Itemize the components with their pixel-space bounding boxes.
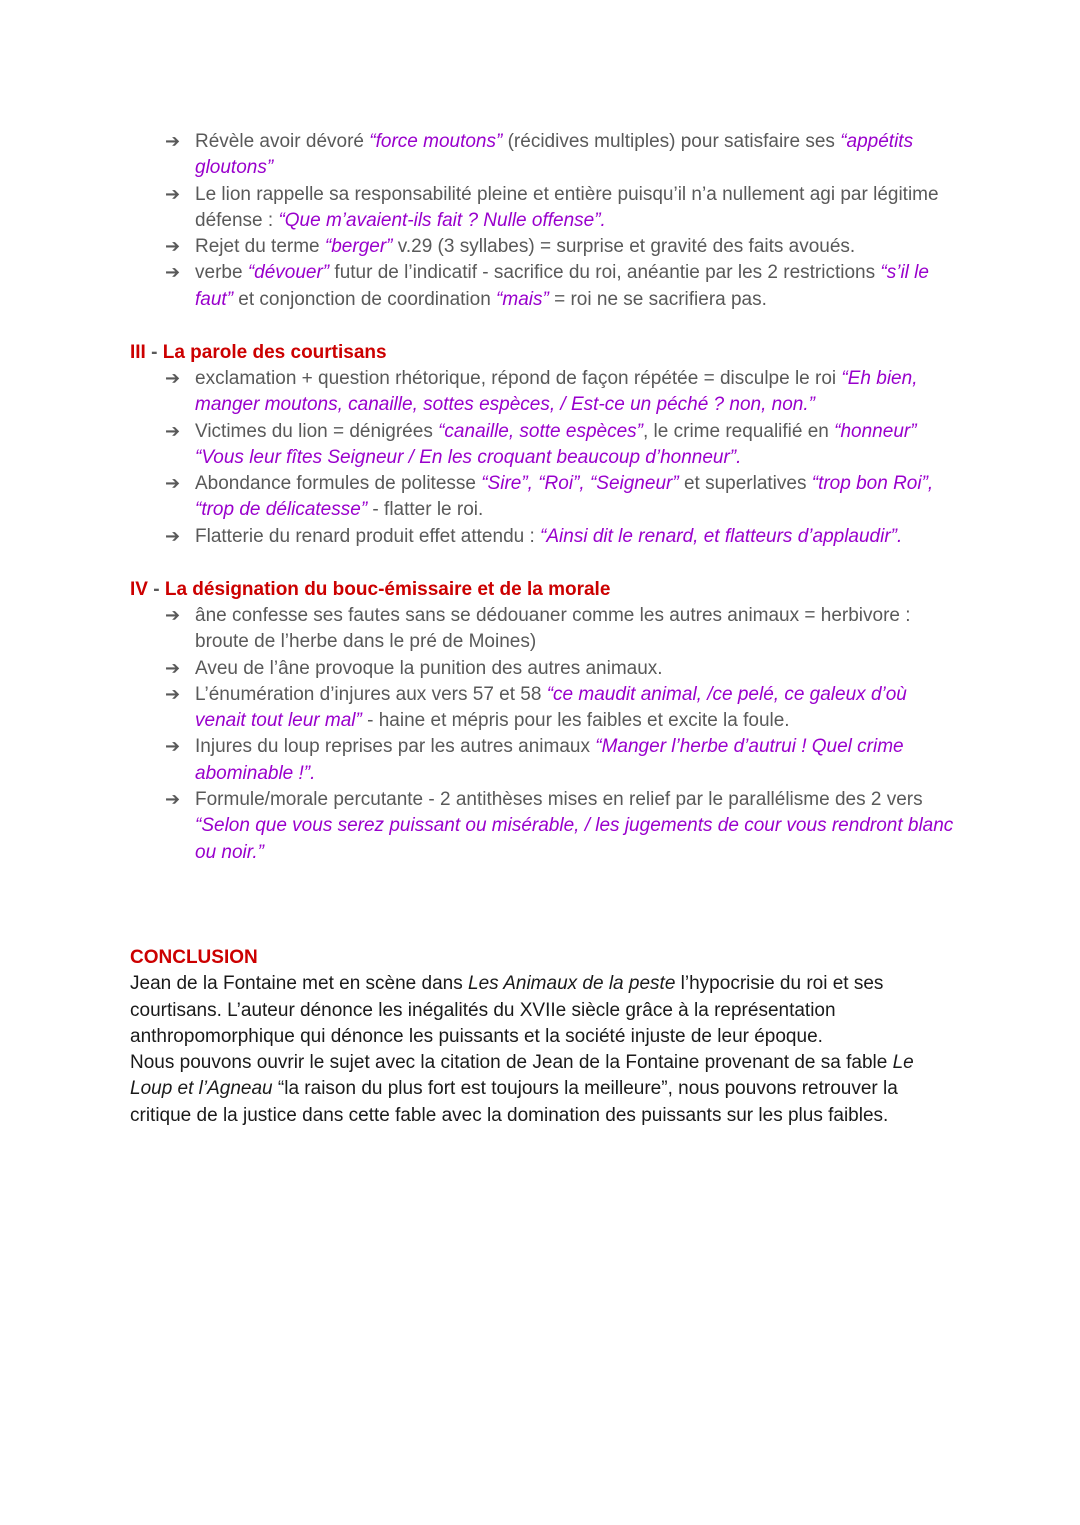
quotation: “honneur” “Vous leur fîtes Seigneur / En les croquant beaucoup d’honneur”.	[195, 420, 917, 468]
bullet-item	[165, 656, 960, 682]
section-3-number: III	[130, 342, 146, 363]
arrow-bullet-icon: ➔	[165, 789, 181, 811]
item-text: âne confesse ses fautes sans se dédouaner comme les autres animaux = herbivore : broute de l’herbe dans le pré de Moines)	[195, 605, 911, 653]
item-text: Victimes du lion = dénigrées	[195, 420, 439, 442]
arrow-bullet-icon: ➔	[165, 131, 181, 152]
quotation: “appétits gloutons”	[195, 131, 914, 179]
conclusion-title: CONCLUSION	[130, 947, 258, 968]
quotation: “Que m’avaient-ils fait ? Nulle offense”.	[278, 209, 606, 231]
item-text: (récidives multiples) pour satisfaire ses	[502, 131, 841, 152]
quotation: “Eh bien, manger moutons, canaille, sottes espèces, / Est-ce un péché ? non, non.”	[195, 368, 918, 416]
bullet-item	[165, 419, 960, 472]
section-3-list	[130, 366, 960, 550]
quotation: “mais”	[496, 288, 549, 310]
item-text: et conjonction de coordination	[233, 288, 497, 310]
work-title: Le Loup et l’Agneau	[130, 1052, 914, 1100]
bullet-item	[165, 471, 960, 524]
bullet-item	[165, 682, 960, 735]
section-2-continuation	[130, 129, 960, 313]
quotation: “Sire”, “Roi”, “Seigneur”	[481, 473, 679, 495]
bullet-item	[165, 734, 960, 787]
work-title: Les Animaux de la peste	[468, 973, 676, 995]
section-4-heading: IV - La désignation du bouc-émissaire et de la morale	[130, 579, 611, 600]
quotation: “canaille, sotte espèces”	[438, 420, 643, 442]
item-text: Révèle avoir dévoré	[195, 131, 370, 152]
item-text: futur de l’indicatif - sacrifice du roi, anéantie par les 2 restrictions	[329, 262, 881, 284]
section-3	[130, 340, 960, 550]
bullet-item	[165, 260, 960, 313]
item-text: L’énumération d’injures aux vers 57 et 58	[195, 683, 547, 705]
quotation: “Manger l’herbe d’autrui ! Quel crime abominable !”.	[195, 736, 904, 784]
arrow-bullet-icon: ➔	[165, 657, 181, 679]
quotation: “dévouer”	[247, 262, 330, 284]
item-text: Formule/morale percutante - 2 antithèses mises en relief par le parallélisme des 2 vers	[195, 789, 923, 811]
arrow-bullet-icon: ➔	[165, 605, 181, 626]
section-2-list	[130, 129, 960, 313]
arrow-bullet-icon: ➔	[165, 236, 181, 258]
arrow-bullet-icon: ➔	[165, 683, 181, 705]
bullet-item	[165, 787, 960, 866]
section-3-heading: III - La parole des courtisans	[130, 342, 387, 363]
item-text: Rejet du terme	[195, 236, 325, 258]
item-text: Le lion rappelle sa responsabilité pleine et entière puisqu’il n’a nullement agi par légitime défense :	[195, 183, 939, 231]
item-text: , le crime requalifié en	[643, 420, 835, 442]
section-4	[130, 577, 960, 866]
bullet-item	[165, 129, 960, 182]
conclusion-section	[130, 945, 960, 1129]
arrow-bullet-icon: ➔	[165, 368, 181, 389]
section-4-list	[130, 603, 960, 866]
bullet-item	[165, 366, 960, 419]
bullet-item	[165, 182, 960, 235]
item-text: verbe	[195, 262, 248, 284]
item-text: et superlatives	[678, 473, 812, 495]
item-text: - haine et mépris pour les faibles et excite la foule.	[361, 710, 790, 732]
bullet-item	[165, 603, 960, 656]
bullet-item	[165, 524, 960, 550]
conclusion-paragraph-1: Jean de la Fontaine met en scène dans Les Animaux de la peste l’hypocrisie du roi et ses courtisans. L’auteur dénonce les inégalités du XVIIe siècle grâce à la représentation anthropomorphique qui dénonce les puissants et la société injuste de leur époque.	[130, 973, 884, 1047]
quotation: “force moutons”	[369, 131, 503, 152]
item-text: - flatter le roi.	[367, 499, 484, 521]
arrow-bullet-icon: ➔	[165, 473, 181, 495]
quotation: “Selon que vous serez puissant ou misérable, / les jugements de cour vous rendront blanc ou noir.”	[195, 815, 954, 863]
section-3-title: La parole des courtisans	[162, 342, 387, 363]
item-text: Injures du loup reprises par les autres animaux	[195, 736, 596, 758]
quotation: “s’il le faut”	[195, 262, 929, 310]
quotation: “berger”	[324, 236, 393, 258]
arrow-bullet-icon: ➔	[165, 525, 181, 547]
arrow-bullet-icon: ➔	[165, 736, 181, 758]
section-4-number: IV	[130, 579, 148, 600]
bullet-item	[165, 234, 960, 260]
item-text: = roi ne se sacrifiera pas.	[548, 288, 767, 310]
item-text: Abondance formules de politesse	[195, 473, 482, 495]
item-text: Flatterie du renard produit effet attendu :	[195, 525, 541, 547]
item-text: Aveu de l’âne provoque la punition des autres animaux.	[195, 657, 663, 679]
item-text: exclamation + question rhétorique, répond de façon répétée = disculpe le roi	[195, 368, 842, 389]
section-4-title: La désignation du bouc-émissaire et de la morale	[164, 579, 611, 600]
quotation: “Ainsi dit le renard, et flatteurs d’applaudir”.	[540, 525, 903, 547]
quotation: “trop bon Roi”, “trop de délicatesse”	[195, 473, 934, 521]
quotation: “ce maudit animal, /ce pelé, ce galeux d’où venait tout leur mal”	[195, 683, 907, 732]
arrow-bullet-icon: ➔	[165, 183, 181, 205]
arrow-bullet-icon: ➔	[165, 420, 181, 442]
item-text: v.29 (3 syllabes) = surprise et gravité des faits avoués.	[392, 236, 856, 258]
conclusion-paragraph-2: Nous pouvons ouvrir le sujet avec la citation de Jean de la Fontaine provenant de sa fable Le Loup et l’Agneau “la raison du plus fort est toujours la meilleure”, nous pouvons retrouver la critique de la justice dans cette fable avec la domination des puissants sur les plus faibles.	[130, 1052, 914, 1126]
arrow-bullet-icon: ➔	[165, 262, 181, 284]
